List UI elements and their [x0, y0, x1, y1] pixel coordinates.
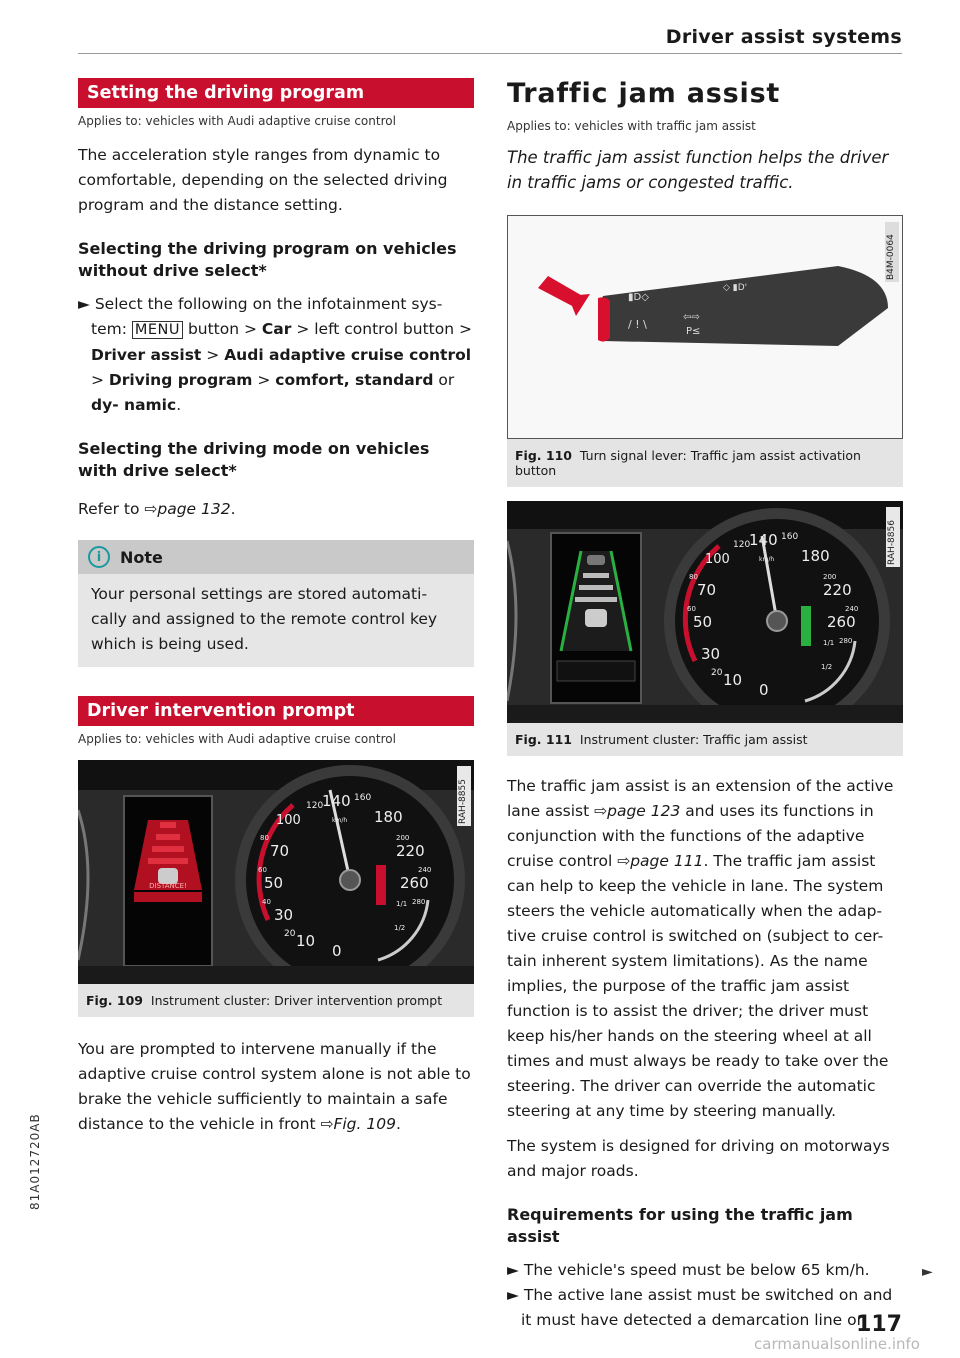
speed-label: 30	[701, 645, 721, 663]
page-number: 117	[856, 1312, 902, 1337]
speed-label: 260	[827, 613, 856, 631]
menu-key: MENU	[132, 321, 183, 339]
traffic-jam-title: Traffic jam assist	[507, 78, 781, 109]
turn-signal-lever-illustration	[508, 216, 903, 438]
note-title: Note	[120, 547, 163, 567]
speed-label: 120	[733, 540, 751, 550]
speed-label: 60	[687, 605, 696, 613]
step-driver-assist: Driver assist	[91, 346, 202, 364]
subheading-with-drive-select: Selecting the driving mode on vehicles with drive select*	[78, 439, 430, 480]
speed-unit: km/h	[332, 817, 348, 824]
driving-program-paragraph: The acceleration style ranges from dynamic to comfortable, depending on the selected driving program and the distance setting.	[78, 146, 448, 214]
info-icon: i	[88, 546, 110, 568]
speed-label: 240	[845, 605, 859, 613]
speed-label: 280	[839, 637, 853, 645]
step-prefix: ► Select the following on the infotainment sys- tem:	[78, 295, 443, 338]
speed-label: 20	[284, 929, 296, 939]
step-car: Car	[261, 320, 292, 338]
applies-to-driving-program: Applies to: vehicles with Audi adaptive cruise control	[78, 114, 396, 128]
speed-label: 50	[264, 874, 284, 892]
applies-to-driver-intervention: Applies to: vehicles with Audi adaptive cruise control	[78, 732, 396, 746]
step-mid2: > left control button >	[291, 320, 472, 338]
step-mid1: button >	[183, 320, 262, 338]
speed-label: 260	[400, 874, 429, 892]
speed-label: 40	[262, 898, 271, 906]
figure-111-caption-text: Instrument cluster: Traffic jam assist	[579, 732, 808, 747]
figure-109-image	[78, 760, 474, 984]
step-mid4: >	[91, 371, 109, 389]
speed-label: 70	[270, 842, 290, 860]
note-body: Your personal settings are stored automati- cally and assigned to the remote control key which is being used.	[91, 585, 438, 653]
left-column	[78, 78, 474, 1137]
requirement-item: ► The active lane assist must be switched on and it must have detected a demarcation line on	[507, 1286, 893, 1329]
figure-109-caption	[78, 984, 474, 1017]
step-dynamic: dy- namic	[91, 396, 177, 414]
speed-label: 20	[711, 668, 723, 678]
speed-label: 50	[693, 613, 713, 631]
infotainment-steps	[78, 292, 474, 418]
fig-109-link[interactable]: ⇨Fig. 109	[320, 1115, 396, 1133]
figure-109-code: RAH-8855	[458, 779, 468, 824]
fuel-half: 1/2	[394, 924, 406, 932]
lever-symbol-right: ◇ ▮D'	[723, 283, 748, 293]
figure-111-code: RAH-8856	[887, 520, 897, 565]
speed-label: 140	[322, 792, 351, 810]
requirements-heading: Requirements for using the traffic jam assist	[507, 1205, 853, 1246]
note-header	[78, 540, 474, 574]
figure-111-image	[507, 501, 903, 723]
fuel-full: 1/1	[396, 900, 408, 908]
figure-111	[507, 501, 903, 756]
distance-warning: DISTANCE!	[149, 882, 187, 890]
speed-label: 220	[396, 842, 425, 860]
speed-label: 10	[296, 932, 316, 950]
section-title-driver-intervention: Driver intervention prompt	[78, 696, 474, 726]
figure-110-image	[507, 215, 903, 439]
speed-label: 30	[274, 906, 294, 924]
watermark: carmanualsonline.info	[754, 1335, 920, 1353]
speed-label: 10	[723, 671, 743, 689]
speed-label: 180	[801, 547, 830, 565]
speed-unit: km/h	[759, 556, 775, 563]
refer-text: Refer to	[78, 500, 145, 518]
speed-label: 80	[689, 573, 698, 581]
step-end: .	[176, 396, 182, 414]
figure-111-tag	[886, 507, 900, 567]
applies-to-traffic-jam: Applies to: vehicles with traffic jam assist	[507, 119, 756, 133]
section-title-driving-program: Setting the driving program	[78, 78, 474, 108]
figure-110-caption	[507, 439, 903, 487]
speed-label: 0	[332, 942, 342, 960]
speed-label: 180	[374, 808, 403, 826]
figure-111-caption	[507, 723, 903, 756]
refer-end: .	[230, 500, 236, 518]
intervention-end: .	[395, 1115, 401, 1133]
speed-label: 100	[276, 813, 301, 828]
fuel-full: 1/1	[823, 639, 835, 647]
fuel-half: 1/2	[821, 663, 833, 671]
figure-110-code: B4M-0064	[886, 234, 896, 280]
speed-label: 70	[697, 581, 717, 599]
figure-109-tag	[457, 766, 471, 826]
step-aacc: Audi adaptive cruise control	[224, 346, 472, 364]
lever-label-left: / ! \	[628, 318, 647, 331]
intervention-text: You are prompted to intervene manually if the adaptive cruise control system alone is not able to brake the vehicle sufficiently to maintain a safe distance to the vehicle in front	[78, 1040, 471, 1133]
step-or: or	[433, 371, 455, 389]
figure-110-number: Fig. 110	[515, 448, 572, 463]
speed-label: 140	[749, 531, 778, 549]
page-123-link[interactable]: ⇨page 123	[594, 802, 681, 820]
note-box	[78, 540, 474, 667]
speed-label: 100	[705, 552, 730, 567]
page-132-link[interactable]: ⇨page 132	[144, 500, 231, 518]
lever-arrows: ⇦⇨	[683, 312, 700, 323]
tja-text-a: The traffic jam assist is an extension of the active lane assist	[507, 777, 894, 820]
instrument-cluster-tja-illustration	[507, 501, 903, 723]
speed-label: 240	[418, 866, 432, 874]
figure-109-caption-text: Instrument cluster: Driver intervention prompt	[150, 993, 443, 1008]
continue-arrow-icon: ►	[922, 1264, 933, 1280]
figure-110-caption-text: Turn signal lever: Traffic jam assist activation button	[515, 448, 861, 478]
speed-label: 280	[412, 898, 426, 906]
speed-label: 220	[823, 581, 852, 599]
traffic-jam-paragraph	[507, 774, 903, 1124]
step-comfort-standard: comfort, standard	[275, 371, 434, 389]
speed-label: 80	[260, 834, 269, 842]
speed-label: 200	[396, 834, 410, 842]
figure-109	[78, 760, 474, 1017]
document-code: 81A012720AB	[28, 1113, 42, 1210]
lever-symbol-left: ▮D◇	[628, 292, 649, 303]
speed-label: 120	[306, 801, 324, 811]
speed-label: 0	[759, 681, 769, 699]
refer-paragraph	[78, 497, 474, 522]
lever-label-right: P≤	[686, 326, 701, 337]
traffic-jam-intro: The traffic jam assist function helps the driver in traffic jams or congested traffic.	[507, 148, 889, 192]
speed-label: 60	[258, 866, 267, 874]
speed-label: 160	[354, 793, 372, 803]
figure-109-number: Fig. 109	[86, 993, 143, 1008]
requirement-item: ► The vehicle's speed must be below 65 km/h.	[507, 1261, 870, 1279]
step-mid5: >	[252, 371, 276, 389]
speed-label: 160	[781, 532, 799, 542]
instrument-cluster-illustration	[78, 760, 474, 984]
page-header-title: Driver assist systems	[665, 26, 902, 48]
intervention-paragraph	[78, 1037, 474, 1137]
step-driving-program: Driving program	[108, 371, 253, 389]
step-mid3: >	[201, 346, 225, 364]
speed-label: 200	[823, 573, 837, 581]
figure-110	[507, 215, 903, 487]
figure-110-tag	[885, 222, 899, 282]
tja-text-b: and uses its functions in conjunction with the functions of the adaptive cruise control	[507, 802, 874, 870]
tja-text-c: . The traffic jam assist can help to keep the vehicle in lane. The system steers the vehicle automatically when the adap- tive cruise control is switched on (subject to cer- tain inherent system limitations). As the name implies, the purpose of the traffic jam assist function is to assist the driver; the driver must keep his/her hands on the steering wheel at all times and must always be ready to take over the steering. The driver can override the automatic steering at any time by steering manually.	[507, 852, 889, 1120]
figure-111-number: Fig. 111	[515, 732, 572, 747]
motorways-paragraph: The system is designed for driving on motorways and major roads.	[507, 1137, 890, 1180]
header-divider	[78, 53, 902, 54]
right-column	[507, 78, 903, 1333]
subheading-without-drive-select: Selecting the driving program on vehicles without drive select*	[78, 239, 457, 280]
page-111-link[interactable]: ⇨page 111	[617, 852, 704, 870]
